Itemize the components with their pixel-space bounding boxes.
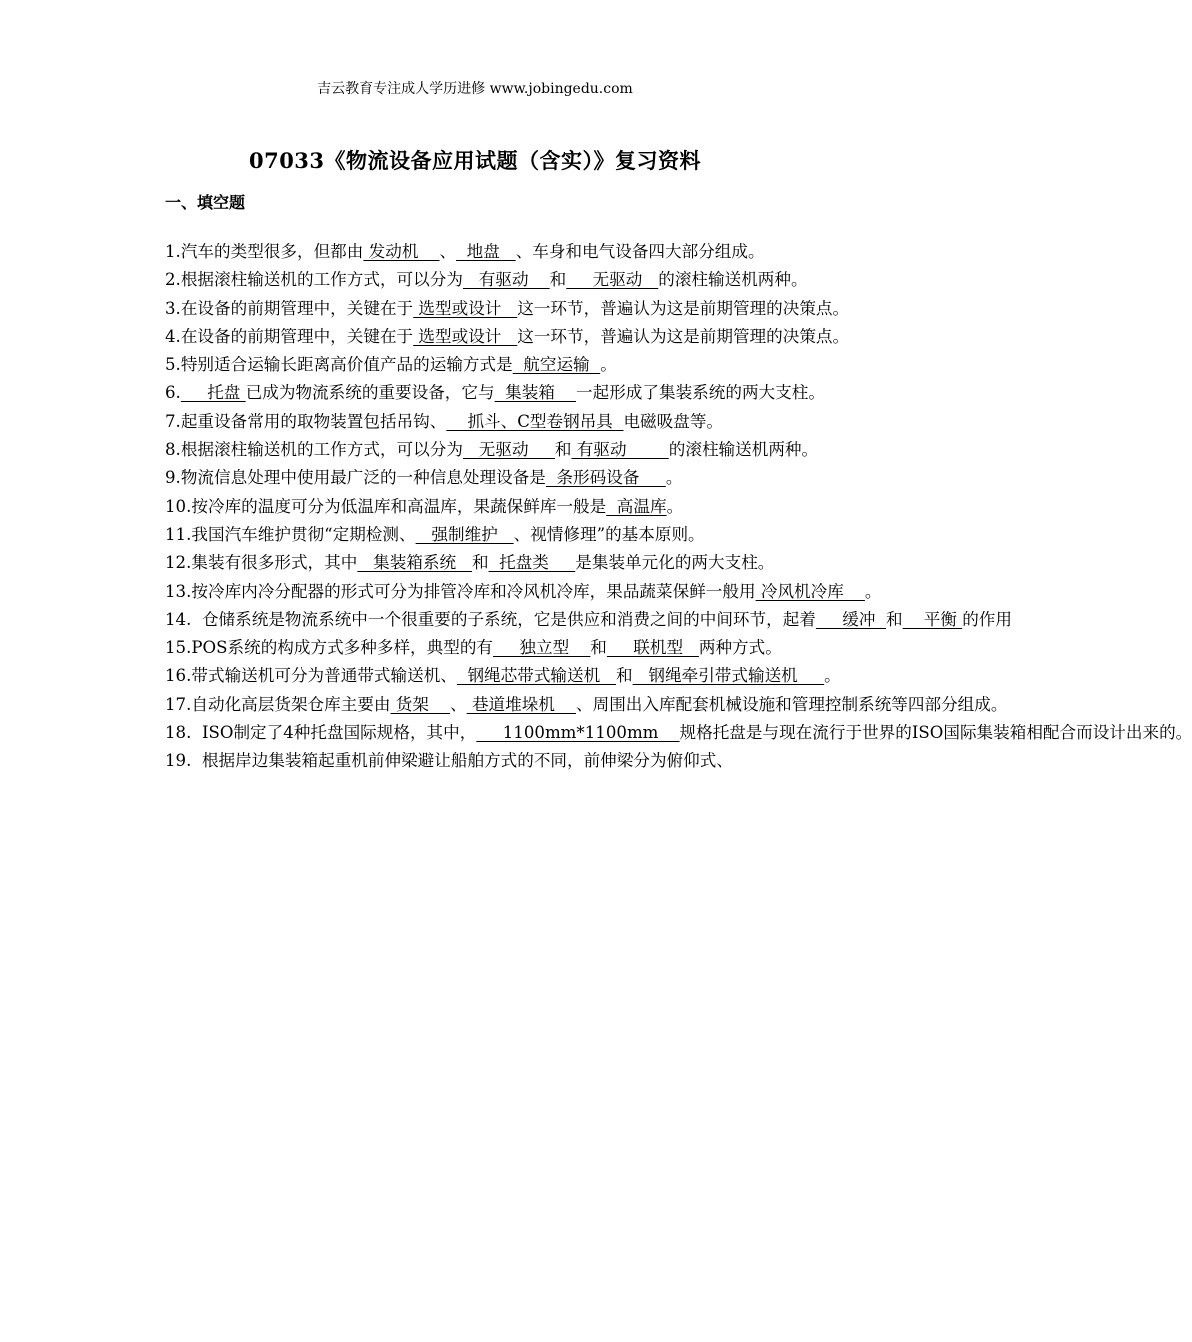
question-text: 、车身和电气设备四大部分组成。: [515, 242, 765, 261]
question-text: 、: [439, 242, 457, 261]
question-text: 是集装单元化的两大支柱。: [575, 553, 775, 573]
question-text: 10.按冷库的温度可分为低温库和高温库，果蔬保鲜库一般是: [165, 496, 607, 516]
page-header: 吉云教育专注成人学历进修 www.jobingedu.com: [317, 81, 633, 97]
answer-blank: 高温库: [606, 496, 667, 516]
question-text: 、周围出入库配套机械设施和管理控制系统等四部分组成。: [576, 694, 1008, 714]
question-5: [165, 351, 790, 379]
question-8: [165, 436, 819, 464]
question-text: 9.物流信息处理中使用最广泛的一种信息处理设备是: [165, 468, 546, 488]
answer-blank: 集装箱: [494, 383, 577, 403]
document-title: 07033《物流设备应用试题（含实）》复习资料: [248, 148, 702, 173]
answer-blank: 抓斗、C型卷钢吊具: [446, 411, 624, 431]
section-title: 一、填空题: [165, 193, 246, 212]
question-text: 1.汽车的类型很多，但都由: [165, 242, 364, 261]
question-4: [165, 323, 850, 351]
question-text: 和: [549, 270, 567, 290]
answer-blank: 无驱动: [566, 270, 659, 290]
question-text: 和: [590, 638, 607, 658]
question-text: 7.起重设备常用的取物装置包括吊钩、: [165, 411, 447, 431]
question-text: 的滚柱输送机两种。: [658, 270, 808, 290]
question-18: [165, 719, 1192, 747]
answer-blank: 平衡: [902, 609, 963, 629]
answer-blank: 有驱动: [571, 440, 669, 460]
question-text: 这一环节，普遍认为这是前期管理的决策点。: [517, 326, 850, 346]
question-text: 11.我国汽车维护贯彻“定期检测、: [165, 524, 416, 544]
question-text: 已成为物流系统的重要设备，它与: [245, 383, 495, 403]
answer-blank: 巷道堆垛机: [466, 694, 577, 714]
question-2: [165, 266, 808, 294]
question-14: [165, 606, 1012, 634]
question-16: [165, 662, 841, 690]
question-text: 规格托盘是与现在流行于世界的ISO国际集装箱相配合而设计出来的。: [679, 723, 1192, 743]
answer-blank: 选型或设计: [413, 298, 518, 318]
question-12: [165, 549, 790, 577]
answer-blank: 货架: [390, 694, 451, 714]
answer-blank: 强制维护: [415, 524, 514, 544]
question-text: 。: [665, 468, 683, 488]
question-text: 。: [666, 496, 684, 516]
question-13: [165, 578, 882, 606]
question-text: 的作用: [962, 609, 1012, 629]
question-text: 17.自动化高层货架仓库主要由: [165, 694, 391, 714]
question-17: [165, 691, 1008, 719]
question-6: [165, 379, 825, 407]
answer-blank: 钢绳芯带式输送机: [456, 666, 617, 686]
question-text: 14. 仓储系统是物流系统中一个很重要的子系统，它是供应和消费之间的中间环节，起着: [165, 609, 816, 629]
question-text: 6.: [165, 383, 181, 403]
question-11: [165, 521, 790, 549]
answer-blank: 托盘: [180, 383, 246, 403]
answer-blank: 独立型: [493, 638, 591, 658]
question-15: [165, 634, 790, 662]
question-text: 5.特别适合运输长距离高价值产品的运输方式是: [165, 355, 513, 375]
question-text: 的滚柱输送机两种。: [668, 440, 819, 460]
answer-blank: 地盘: [456, 242, 516, 261]
question-text: 。: [824, 666, 841, 686]
question-text: 和: [886, 609, 903, 629]
question-7: [165, 408, 790, 436]
question-text: 4.在设备的前期管理中，关键在于: [165, 326, 414, 346]
question-text: 和: [471, 553, 489, 573]
question-text: 。: [600, 355, 617, 375]
answer-blank: 无驱动: [462, 440, 555, 460]
question-text: 这一环节，普遍认为这是前期管理的决策点。: [517, 298, 850, 318]
question-text: 16.带式输送机可分为普通带式输送机、: [165, 666, 457, 686]
question-9: [165, 464, 790, 492]
answer-blank: 1100mm*1100mm: [476, 723, 680, 743]
question-list: [165, 238, 1192, 776]
question-10: [165, 493, 790, 521]
answer-blank: [683, 638, 699, 657]
question-text: 19. 根据岸边集装箱起重机前伸梁避让船舶方式的不同，前伸梁分为俯仰式、: [165, 751, 733, 771]
question-text: 2.根据滚柱输送机的工作方式，可以分为: [165, 270, 463, 290]
question-text: 。: [864, 581, 882, 601]
answer-blank: 缓冲: [815, 609, 887, 629]
question-3: [165, 295, 850, 323]
answer-blank: 钢绳牵引带式输送机: [632, 666, 825, 686]
question-text: 8.根据滚柱输送机的工作方式，可以分为: [165, 440, 463, 460]
question-text: 和: [554, 440, 572, 460]
question-text: 两种方式。: [698, 638, 782, 658]
answer-blank: 联机型: [606, 638, 684, 658]
question-text: 电磁吸盘等。: [623, 411, 724, 431]
question-text: 、视情修理”的基本原则。: [513, 524, 705, 544]
question-text: 12.集装有很多形式，其中: [165, 553, 358, 573]
question-1: [165, 238, 790, 266]
question-text: 和: [616, 666, 633, 686]
answer-blank: 条形码设备: [545, 468, 666, 488]
answer-blank: 托盘类: [488, 553, 576, 573]
answer-blank: 发动机: [363, 242, 440, 261]
question-text: 15.POS系统的构成方式多种多样，典型的有: [165, 638, 494, 658]
answer-blank: 冷风机冷库: [755, 581, 865, 601]
question-text: 18. ISO制定了4种托盘国际规格，其中，: [165, 723, 477, 743]
question-text: 13.按冷库内冷分配器的形式可分为排管冷库和冷风机冷库，果品蔬菜保鲜一般用: [165, 581, 756, 601]
answer-blank: 航空运输: [512, 355, 601, 375]
question-text: 一起形成了集装系统的两大支柱。: [576, 383, 825, 403]
question-19: [165, 747, 790, 775]
answer-blank: 有驱动: [462, 270, 550, 290]
question-text: 、: [450, 694, 467, 714]
question-text: 3.在设备的前期管理中，关键在于: [165, 298, 414, 318]
answer-blank: 选型或设计: [413, 326, 518, 346]
answer-blank: 集装箱系统: [357, 553, 472, 573]
